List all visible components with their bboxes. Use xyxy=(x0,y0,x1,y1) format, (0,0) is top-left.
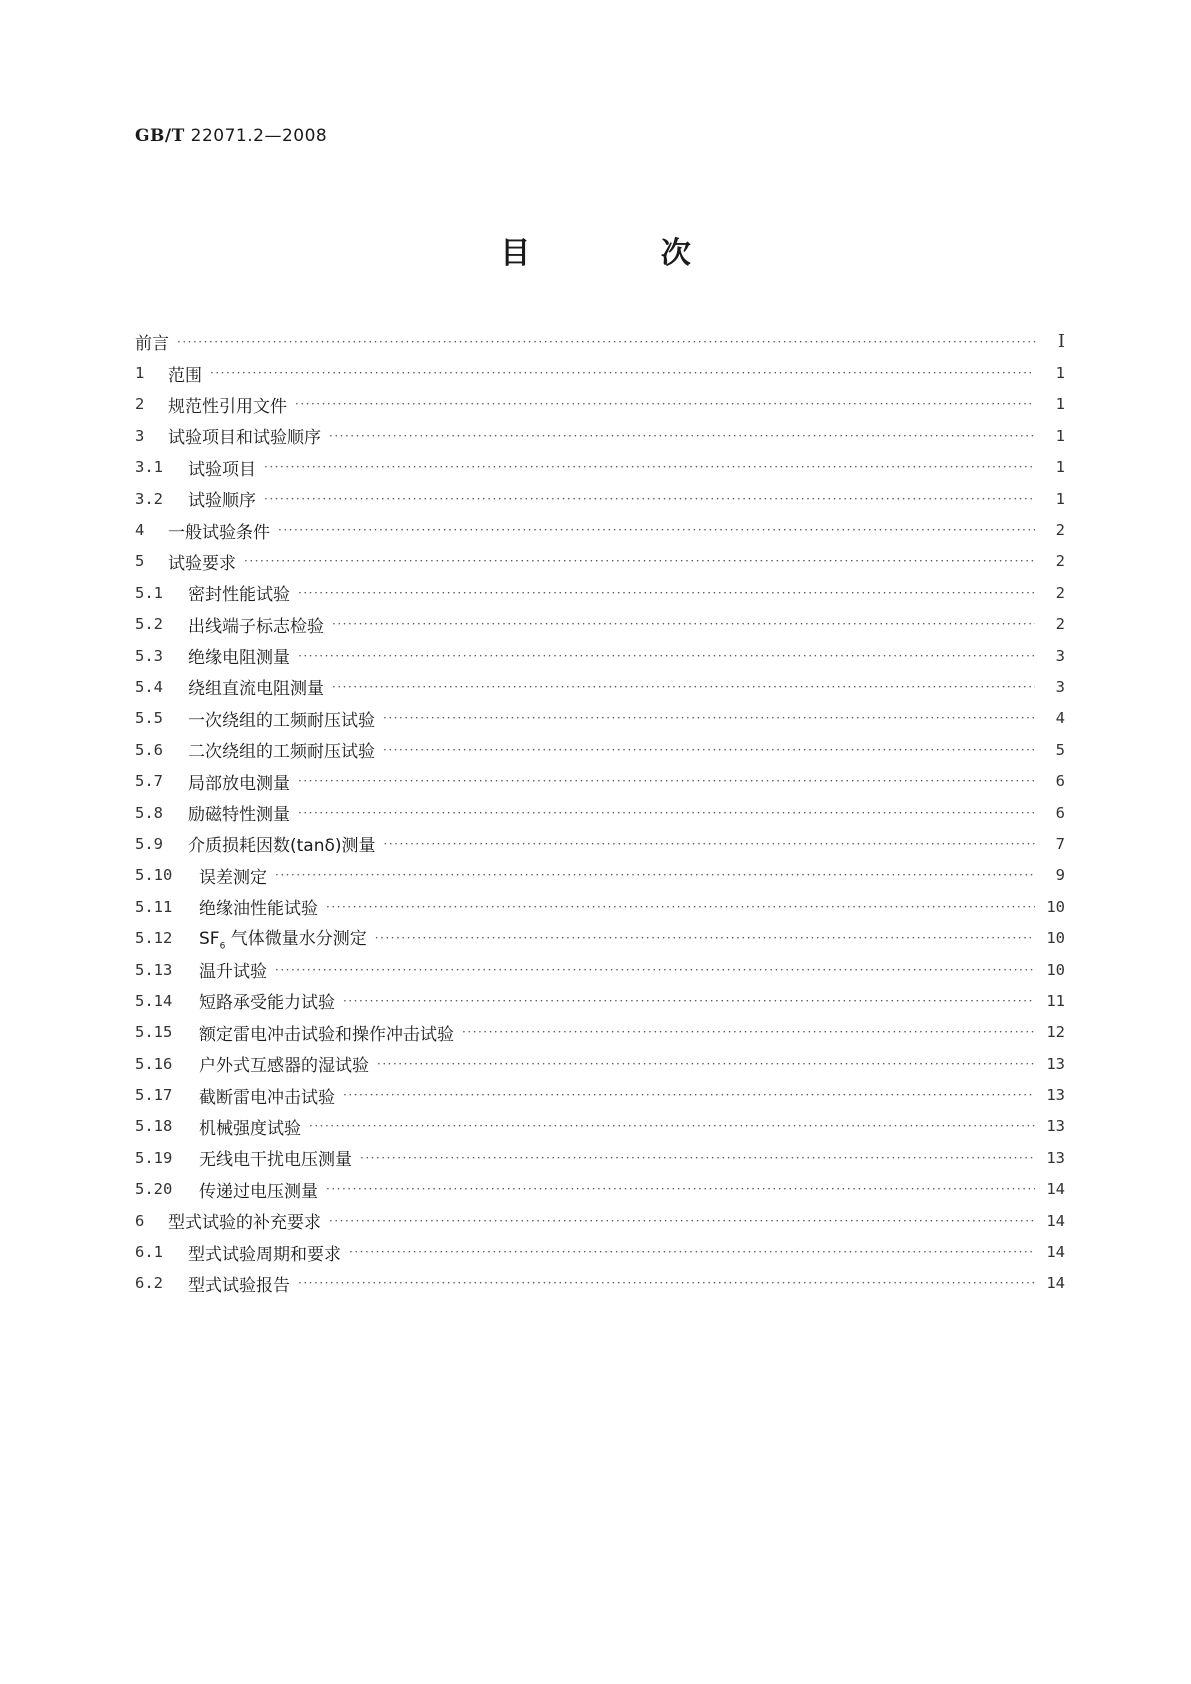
toc-leader xyxy=(343,1089,1035,1101)
toc-leader xyxy=(309,1120,1035,1132)
toc-page: 10 xyxy=(1046,960,1065,979)
toc-num: 1 xyxy=(135,364,145,383)
toc-label: 无线电干扰电压测量 xyxy=(199,1150,352,1171)
toc-page: 6 xyxy=(1055,772,1065,791)
toc-page: 6 xyxy=(1055,803,1065,822)
toc-label: 户外式互感器的湿试验 xyxy=(199,1056,369,1077)
toc-label: 一般试验条件 xyxy=(168,522,270,543)
toc-leader xyxy=(298,807,1035,819)
toc-num: 5.3 xyxy=(135,646,163,665)
toc-row[interactable] xyxy=(135,452,1065,483)
toc-label: 截断雷电冲击试验 xyxy=(199,1087,335,1108)
toc-row[interactable] xyxy=(135,514,1065,545)
toc-num: 5.7 xyxy=(135,772,163,791)
toc-page: 2 xyxy=(1055,583,1065,602)
toc-num: 5.5 xyxy=(135,709,163,728)
toc-page: 1 xyxy=(1055,426,1065,445)
toc-page: 14 xyxy=(1046,1274,1065,1293)
toc-page: Ⅰ xyxy=(1057,331,1065,353)
toc-num: 5.17 xyxy=(135,1086,173,1105)
toc-label: 温升试验 xyxy=(199,962,267,982)
toc-page: 13 xyxy=(1046,1086,1065,1105)
toc-leader xyxy=(462,1026,1035,1038)
toc-num: 5.2 xyxy=(135,615,163,634)
toc-page: 11 xyxy=(1046,991,1065,1010)
toc-num: 3.2 xyxy=(135,489,163,508)
toc-label-subscript: 6 xyxy=(219,941,226,952)
toc-row[interactable] xyxy=(135,954,1065,985)
toc-leader xyxy=(264,461,1035,473)
toc-num: 5.15 xyxy=(135,1023,173,1042)
toc-leader xyxy=(210,367,1035,379)
toc-label-sf: SF xyxy=(199,929,220,950)
toc-num: 5.1 xyxy=(135,583,163,602)
toc-page: 2 xyxy=(1055,615,1065,634)
toc-leader xyxy=(298,1277,1035,1289)
toc-num: 5.11 xyxy=(135,897,173,916)
toc-label: 试验要求 xyxy=(168,553,236,574)
toc-num: 5.13 xyxy=(135,960,173,979)
toc-row[interactable] xyxy=(135,357,1065,388)
toc-num: 5.18 xyxy=(135,1117,173,1136)
toc-label: 绕组直流电阻测量 xyxy=(188,679,324,700)
toc-row[interactable] xyxy=(135,483,1065,514)
toc-num: 5.6 xyxy=(135,740,163,759)
table-of-contents xyxy=(135,326,1065,1299)
toc-label: 二次绕组的工频耐压试验 xyxy=(188,742,375,763)
toc-row[interactable] xyxy=(135,1079,1065,1110)
toc-leader xyxy=(360,1152,1035,1164)
toc-row[interactable] xyxy=(135,326,1065,357)
toc-label: 额定雷电冲击试验和操作冲击试验 xyxy=(199,1024,454,1045)
toc-label: 励磁特性测量 xyxy=(188,805,290,826)
toc-leader xyxy=(264,493,1035,505)
toc-num: 5.4 xyxy=(135,677,163,696)
toc-leader xyxy=(275,869,1035,881)
toc-num: 6.1 xyxy=(135,1243,163,1262)
toc-num: 5.12 xyxy=(135,929,173,948)
toc-page: 3 xyxy=(1055,677,1065,696)
toc-num: 5.16 xyxy=(135,1054,173,1073)
toc-leader xyxy=(332,681,1035,693)
toc-page: 1 xyxy=(1055,458,1065,477)
toc-row[interactable] xyxy=(135,577,1065,608)
toc-page: 10 xyxy=(1046,929,1065,948)
toc-row[interactable] xyxy=(135,797,1065,828)
toc-row[interactable] xyxy=(135,860,1065,891)
toc-row[interactable] xyxy=(135,671,1065,702)
toc-label: 规范性引用文件 xyxy=(168,396,287,417)
toc-label: 试验顺序 xyxy=(188,491,256,512)
toc-leader xyxy=(383,712,1035,724)
toc-label: 密封性能试验 xyxy=(188,585,290,606)
toc-row[interactable] xyxy=(135,703,1065,734)
toc-label: 介质损耗因数(tanδ)测量 xyxy=(188,836,376,857)
toc-page: 14 xyxy=(1046,1211,1065,1230)
toc-row[interactable] xyxy=(135,609,1065,640)
toc-row[interactable] xyxy=(135,1174,1065,1205)
toc-leader xyxy=(244,555,1035,567)
toc-page: 1 xyxy=(1055,489,1065,508)
toc-leader xyxy=(278,524,1035,536)
toc-leader xyxy=(329,430,1035,442)
toc-page: 13 xyxy=(1046,1148,1065,1167)
toc-page: 9 xyxy=(1055,866,1065,885)
toc-num: 5.8 xyxy=(135,803,163,822)
toc-label: 传递过电压测量 xyxy=(199,1181,318,1202)
toc-row[interactable] xyxy=(135,765,1065,796)
toc-label: 出线端子标志检验 xyxy=(188,616,324,637)
toc-page: 3 xyxy=(1055,646,1065,665)
toc-leader xyxy=(329,1215,1035,1227)
toc-page: 14 xyxy=(1046,1243,1065,1262)
toc-leader xyxy=(349,1246,1035,1258)
toc-page: 2 xyxy=(1055,552,1065,571)
toc-leader xyxy=(295,398,1035,410)
toc-label: 局部放电测量 xyxy=(188,773,290,794)
standard-number: 22071.2—2008 xyxy=(190,126,328,146)
toc-num: 5.20 xyxy=(135,1180,173,1199)
toc-leader xyxy=(275,964,1035,976)
toc-label: 短路承受能力试验 xyxy=(199,993,335,1014)
toc-leader xyxy=(332,618,1035,630)
toc-num: 5.14 xyxy=(135,991,173,1010)
toc-label: 一次绕组的工频耐压试验 xyxy=(188,710,375,731)
toc-label: 试验项目 xyxy=(188,459,256,480)
toc-label xyxy=(199,924,367,951)
toc-leader xyxy=(343,995,1035,1007)
toc-leader xyxy=(326,1183,1035,1195)
toc-page: 4 xyxy=(1055,709,1065,728)
toc-label-rest: 气体微量水分测定 xyxy=(230,929,367,950)
toc-label: 试验项目和试验顺序 xyxy=(168,428,321,449)
toc-page: 13 xyxy=(1046,1054,1065,1073)
toc-row[interactable] xyxy=(135,985,1065,1016)
toc-row[interactable] xyxy=(135,1111,1065,1142)
toc-num: 2 xyxy=(135,395,145,414)
toc-label: 误差测定 xyxy=(199,867,267,888)
toc-row[interactable] xyxy=(135,1205,1065,1236)
toc-row[interactable] xyxy=(135,546,1065,577)
toc-leader xyxy=(383,744,1035,756)
toc-page: 10 xyxy=(1046,897,1065,916)
toc-num: 3 xyxy=(135,426,145,445)
toc-label: 范围 xyxy=(168,365,202,386)
toc-label: 前言 xyxy=(135,334,169,355)
toc-leader xyxy=(384,838,1035,850)
toc-num: 6.2 xyxy=(135,1274,163,1293)
toc-num: 5 xyxy=(135,552,145,571)
toc-num: 5.9 xyxy=(135,834,163,853)
toc-leader xyxy=(375,932,1035,944)
toc-row[interactable] xyxy=(135,734,1065,765)
toc-leader xyxy=(298,650,1035,662)
toc-page: 14 xyxy=(1046,1180,1065,1199)
toc-label: 型式试验的补充要求 xyxy=(168,1213,321,1234)
toc-row[interactable] xyxy=(135,828,1065,859)
toc-row[interactable] xyxy=(135,1236,1065,1267)
toc-row[interactable] xyxy=(135,1268,1065,1299)
toc-num: 6 xyxy=(135,1211,145,1230)
toc-label: 型式试验周期和要求 xyxy=(188,1244,341,1265)
toc-row[interactable] xyxy=(135,420,1065,451)
toc-label: 型式试验报告 xyxy=(188,1275,290,1296)
toc-row[interactable] xyxy=(135,1048,1065,1079)
toc-row[interactable] xyxy=(135,1017,1065,1048)
toc-page: 12 xyxy=(1046,1023,1065,1042)
toc-num: 3.1 xyxy=(135,458,163,477)
toc-page: 1 xyxy=(1055,395,1065,414)
toc-label: 绝缘电阻测量 xyxy=(188,648,290,669)
toc-leader xyxy=(177,336,1035,348)
toc-leader xyxy=(326,901,1035,913)
toc-row[interactable] xyxy=(135,891,1065,922)
toc-num: 5.10 xyxy=(135,866,173,885)
toc-label: 机械强度试验 xyxy=(199,1118,301,1139)
toc-page: 13 xyxy=(1046,1117,1065,1136)
toc-page: 5 xyxy=(1055,740,1065,759)
standard-prefix: GB/T xyxy=(135,126,185,146)
toc-row[interactable] xyxy=(135,389,1065,420)
toc-label: 绝缘油性能试验 xyxy=(199,899,318,920)
toc-row[interactable] xyxy=(135,1142,1065,1173)
toc-num: 4 xyxy=(135,521,145,540)
toc-leader xyxy=(298,587,1035,599)
toc-leader xyxy=(377,1058,1035,1070)
toc-row[interactable] xyxy=(135,640,1065,671)
toc-page: 2 xyxy=(1055,521,1065,540)
toc-leader xyxy=(298,775,1035,787)
toc-page: 1 xyxy=(1055,364,1065,383)
page-title: 目 次 xyxy=(500,236,751,271)
standard-code xyxy=(135,126,327,146)
toc-row[interactable] xyxy=(135,922,1065,953)
toc-num: 5.19 xyxy=(135,1148,173,1167)
toc-page: 7 xyxy=(1055,834,1065,853)
